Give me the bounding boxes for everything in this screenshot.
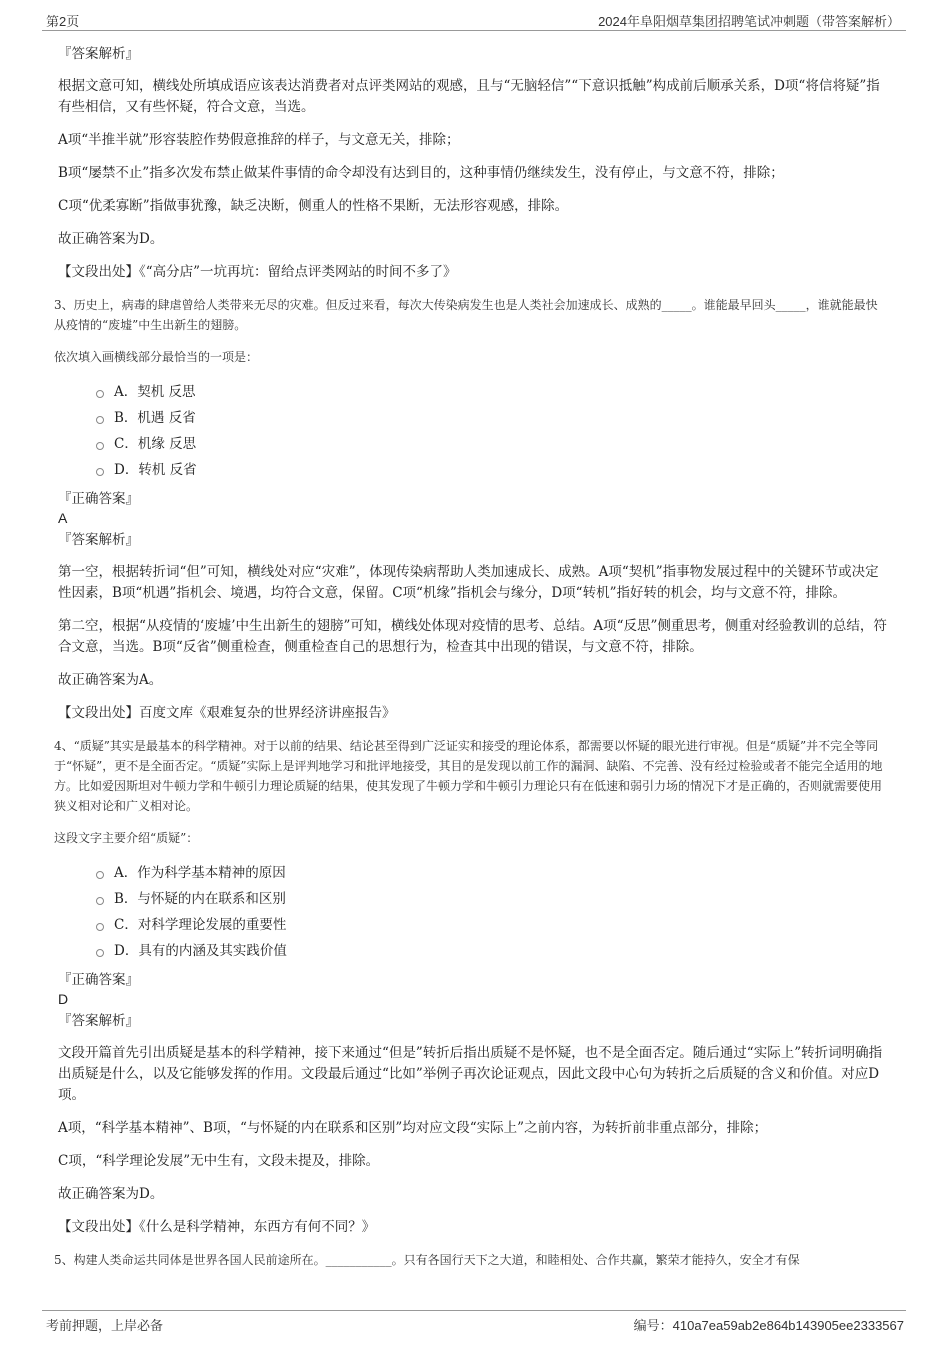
analysis-label: 『答案解析』 (58, 1013, 139, 1029)
analysis-label: 『答案解析』 (58, 46, 139, 62)
analysis-paragraph: A项，“科学基本精神”、B项，“与怀疑的内在联系和区别”均对应文段“实际上”之前内容，为转折前非重点部分，排除； (58, 1120, 768, 1136)
source-citation: 【文段出处】《“高分店”一坑再坑：留给点评类网站的时间不多了》 (58, 264, 457, 280)
option-d[interactable] (96, 457, 888, 483)
page-header (42, 8, 906, 31)
question-prompt: 这段文字主要介绍“质疑”： (54, 831, 199, 845)
option-b[interactable] (96, 405, 888, 431)
options-list (96, 379, 888, 483)
option-label: A．作为科学基本精神的原因 (114, 865, 286, 881)
option-label: B．与怀疑的内在联系和区别 (114, 891, 286, 907)
page-number: 第2页 (46, 14, 80, 29)
analysis-paragraph: 第一空，根据转折词“但”可知，横线处对应“灾难”，体现传染病帮助人类加速成长、成熟。A项“契机”指事物发展过程中的关键环节或决定性因素，B项“机遇”指机会、境遇，均符合文意，保留。C项“机缘”指机会与缘分，D项“转机”指好转的机会，均与文意不符，排除。 (58, 564, 879, 601)
option-label: C．对科学理论发展的重要性 (114, 917, 287, 933)
radio-button[interactable] (96, 442, 104, 450)
option-label: D．转机 反省 (114, 462, 197, 478)
option-a[interactable] (96, 379, 888, 405)
analysis-paragraph: 文段开篇首先引出质疑是基本的科学精神，接下来通过“但是”转折后指出质疑不是怀疑，也不是全面否定。随后通过“实际上”转折词明确指出质疑是什么，以及它能够发挥的作用。文段最后通过“比如”举例子再次论证观点，因此文段中心句为转折之后质疑的含义和价值。对应D项。 (58, 1045, 883, 1103)
question-3 (54, 295, 888, 367)
page-content (54, 44, 888, 1282)
radio-button[interactable] (96, 897, 104, 905)
radio-button[interactable] (96, 923, 104, 931)
option-c[interactable] (96, 431, 888, 457)
question-stem: 5、构建人类命运共同体是世界各国人民前途所在。___________。只有各国行天下之大道，和睦相处、合作共赢，繁荣才能持久，安全才有保 (54, 1253, 800, 1267)
document-title: 2024年阜阳烟草集团招聘笔试冲刺题（带答案解析） (598, 14, 900, 29)
option-c[interactable] (96, 912, 888, 938)
radio-button[interactable] (96, 468, 104, 476)
analysis-paragraph: C项“优柔寡断”指做事犹豫，缺乏决断，侧重人的性格不果断，无法形容观感，排除。 (58, 198, 569, 214)
page-footer (42, 1310, 906, 1335)
option-label: A．契机 反思 (114, 384, 196, 400)
analysis-label: 『答案解析』 (58, 532, 139, 548)
analysis-conclusion: 故正确答案为D。 (58, 231, 164, 247)
correct-answer: D (58, 991, 69, 1007)
footer-slogan: 考前押题，上岸必备 (46, 1319, 164, 1334)
option-d[interactable] (96, 938, 888, 964)
correct-answer-label: 『正确答案』 (58, 972, 139, 988)
question-5 (54, 1250, 888, 1270)
radio-button[interactable] (96, 416, 104, 424)
source-citation: 【文段出处】《什么是科学精神，东西方有何不同？》 (58, 1219, 376, 1235)
radio-button[interactable] (96, 390, 104, 398)
analysis-paragraph: 第二空，根据“从疫情的‘废墟’中生出新生的翅膀”可知，横线处体现对疫情的思考、总结。A项“反思”侧重思考，侧重对经验教训的总结，符合文意，当选。B项“反省”侧重检查，侧重检查自己的思想行为，检查其中出现的错误，与文意不符，排除。 (58, 618, 887, 655)
radio-button[interactable] (96, 949, 104, 957)
correct-answer: A (58, 510, 68, 526)
option-b[interactable] (96, 886, 888, 912)
question-4 (54, 736, 888, 848)
option-label: C．机缘 反思 (114, 436, 197, 452)
analysis-paragraph: A项“半推半就”形容装腔作势假意推辞的样子，与文意无关，排除； (58, 132, 460, 148)
option-label: D．具有的内涵及其实践价值 (114, 943, 287, 959)
source-citation: 【文段出处】百度文库《艰难复杂的世界经济讲座报告》 (58, 705, 396, 721)
option-label: B．机遇 反省 (114, 410, 196, 426)
options-list (96, 860, 888, 964)
correct-answer-label: 『正确答案』 (58, 491, 139, 507)
analysis-paragraph: B项“屡禁不止”指多次发布禁止做某件事情的命令却没有达到目的，这种事情仍继续发生，没有停止，与文意不符，排除； (58, 165, 784, 181)
question-stem: 4、“质疑”其实是最基本的科学精神。对于以前的结果、结论甚至得到广泛证实和接受的理论体系，都需要以怀疑的眼光进行审视。但是“质疑”并不完全等同于“怀疑”，更不是全面否定。“质疑”实际上是评判地学习和批评地接受，其目的是发现以前工作的漏洞、缺陷、不完善、没有经过检验或者不能完全适用的地方。比如爱因斯坦对牛顿力学和牛顿引力理论质疑的结果，使其发现了牛顿力学和牛顿引力理论只有在低速和弱引力场的情况下才是正确的，否则就需要使用狭义相对论和广义相对论。 (54, 739, 883, 813)
analysis-conclusion: 故正确答案为A。 (58, 672, 163, 688)
analysis-paragraph: C项，“科学理论发展”无中生有，文段未提及，排除。 (58, 1153, 380, 1169)
analysis-paragraph: 根据文意可知，横线处所填成语应该表达消费者对点评类网站的观感，且与“无脑轻信”“下意识抵触”构成前后顺承关系，D项“将信将疑”指有些相信，又有些怀疑，符合文意，当选。 (58, 78, 880, 115)
question-prompt: 依次填入画横线部分最恰当的一项是： (54, 350, 259, 364)
document-code: 编号：410a7ea59ab2e864b143905ee2333567 (633, 1318, 904, 1333)
previous-question-analysis (58, 44, 888, 283)
analysis-conclusion: 故正确答案为D。 (58, 1186, 164, 1202)
option-a[interactable] (96, 860, 888, 886)
radio-button[interactable] (96, 871, 104, 879)
question-stem: 3、历史上，病毒的肆虐曾给人类带来无尽的灾难。但反过来看，每次大传染病发生也是人类社会加速成长、成熟的_____。谁能最早回头_____，谁就能最快从疫情的“废墟”中生出新生的翅膀。 (54, 298, 878, 332)
